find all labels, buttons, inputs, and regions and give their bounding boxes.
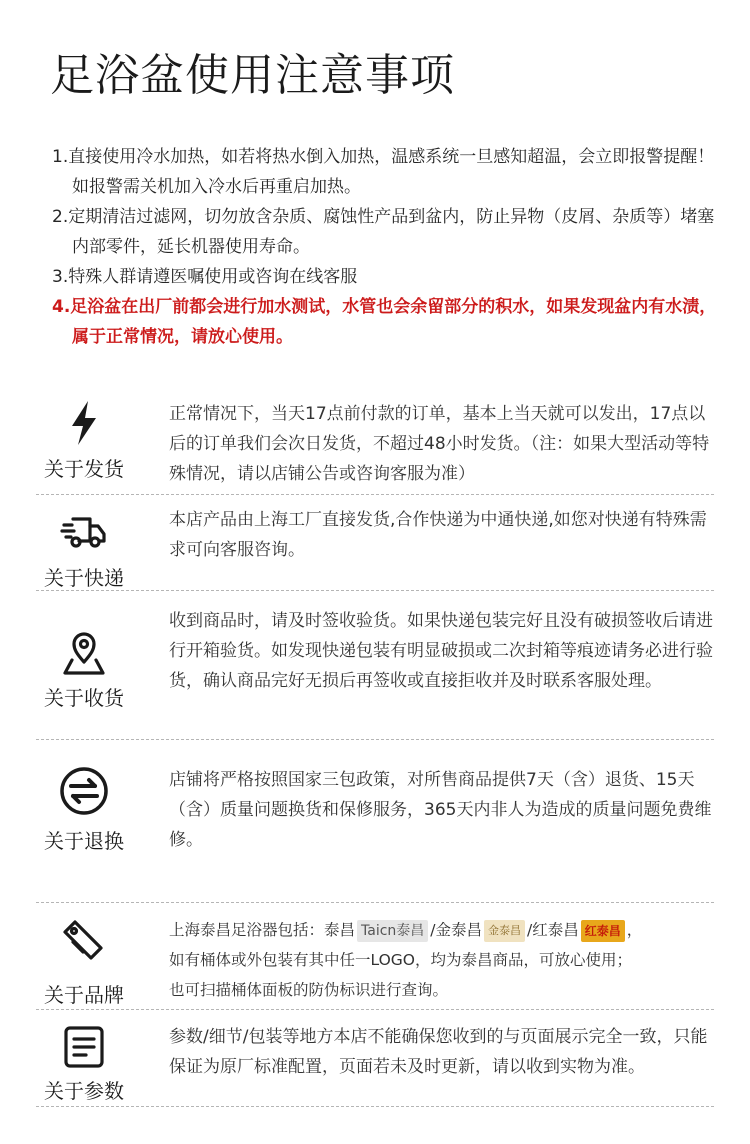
notice-item-3	[52, 262, 724, 292]
section-express	[36, 495, 714, 591]
section-label: 关于发货	[44, 457, 124, 481]
price-tag-icon	[59, 916, 109, 966]
notice-item-1	[52, 142, 724, 202]
notice-item-4-highlight	[52, 292, 724, 352]
jin-taicn-logo: 金泰昌	[484, 920, 525, 942]
brand-line-3: 也可扫描桶体面板的防伪标识进行查询。	[169, 981, 449, 999]
section-shipping	[36, 384, 714, 495]
section-label: 关于参数	[44, 1079, 124, 1103]
brand-separator: /金泰昌	[430, 921, 483, 939]
section-text: 本店产品由上海工厂直接发货,合作快递为中通快递,如您对快递有特殊需求可向客服咨询。	[169, 510, 707, 560]
section-text: 正常情况下，当天17点前付款的订单，基本上当天就可以发出，17点以后的订单我们会次日发货，不超过48小时发货。（注：如果大型活动等特殊情况，请以店铺公告或咨询客服为准）	[169, 404, 710, 484]
notice-list	[52, 142, 724, 352]
notice-text: 直接使用冷水加热，如若将热水倒入加热，温感系统一旦感知超温，会立即报警提醒！如报警需关机加入冷水后再重启加热。	[68, 147, 715, 197]
brand-separator: /红泰昌	[527, 921, 579, 939]
notice-text: 定期清洁过滤网，切勿放含杂质、腐蚀性产品到盆内，防止异物（皮屑、杂质等）堵塞内部零件，延长机器使用寿命。	[68, 207, 715, 257]
notice-text: 足浴盆在出厂前都会进行加水测试，水管也会余留部分的积水，如果发现盆内有水渍，属于正常情况，请放心使用。	[70, 297, 717, 347]
section-text	[169, 915, 714, 1005]
section-label: 关于品牌	[44, 983, 124, 1007]
section-brand	[36, 903, 714, 1010]
hong-taicn-logo: 红泰昌	[581, 920, 625, 942]
document-list-icon	[59, 1022, 109, 1072]
section-text: 参数/细节/包装等地方本店不能确保您收到的与页面展示完全一致，只能保证为原厂标准配置，页面若未及时更新，请以收到实物为准。	[169, 1027, 708, 1077]
section-label: 关于快递	[44, 566, 124, 590]
page-title: 足浴盆使用注意事项	[50, 50, 455, 101]
notice-number: 3.	[52, 267, 69, 287]
section-params	[36, 1010, 714, 1107]
brand-punctuation: ，	[626, 921, 643, 939]
map-pin-icon	[59, 629, 109, 679]
exchange-arrows-icon	[59, 766, 109, 816]
info-sections	[36, 384, 714, 1107]
notice-item-2	[52, 202, 724, 262]
section-returns	[36, 740, 714, 903]
section-text: 店铺将严格按照国家三包政策，对所售商品提供7天（含）退货、15天（含）质量问题换货和保修服务，365天内非人为造成的质量问题免费维修。	[169, 770, 712, 850]
delivery-truck-icon	[59, 507, 109, 557]
brand-intro: 上海泰昌足浴器包括：泰昌	[169, 921, 356, 939]
taicn-logo: Taicn泰昌	[357, 920, 428, 942]
notice-number: 2.	[52, 207, 69, 227]
notice-number: 1.	[52, 147, 69, 167]
brand-line-2: 如有桶体或外包装有其中任一LOGO，均为泰昌商品，可放心使用；	[169, 951, 632, 969]
section-receiving	[36, 591, 714, 740]
section-text: 收到商品时，请及时签收验货。如果快递包装完好且没有破损签收后请进行开箱验货。如发现快递包装有明显破损或二次封箱等痕迹请务必进行验货，确认商品完好无损后再签收或直接拒收并及时联系客服处理。	[169, 611, 713, 691]
notice-text: 特殊人群请遵医嘱使用或咨询在线客服	[68, 267, 358, 287]
notice-number: 4.	[52, 297, 71, 317]
section-label: 关于退换	[44, 829, 124, 853]
section-label: 关于收货	[44, 686, 124, 710]
lightning-icon	[59, 398, 109, 448]
